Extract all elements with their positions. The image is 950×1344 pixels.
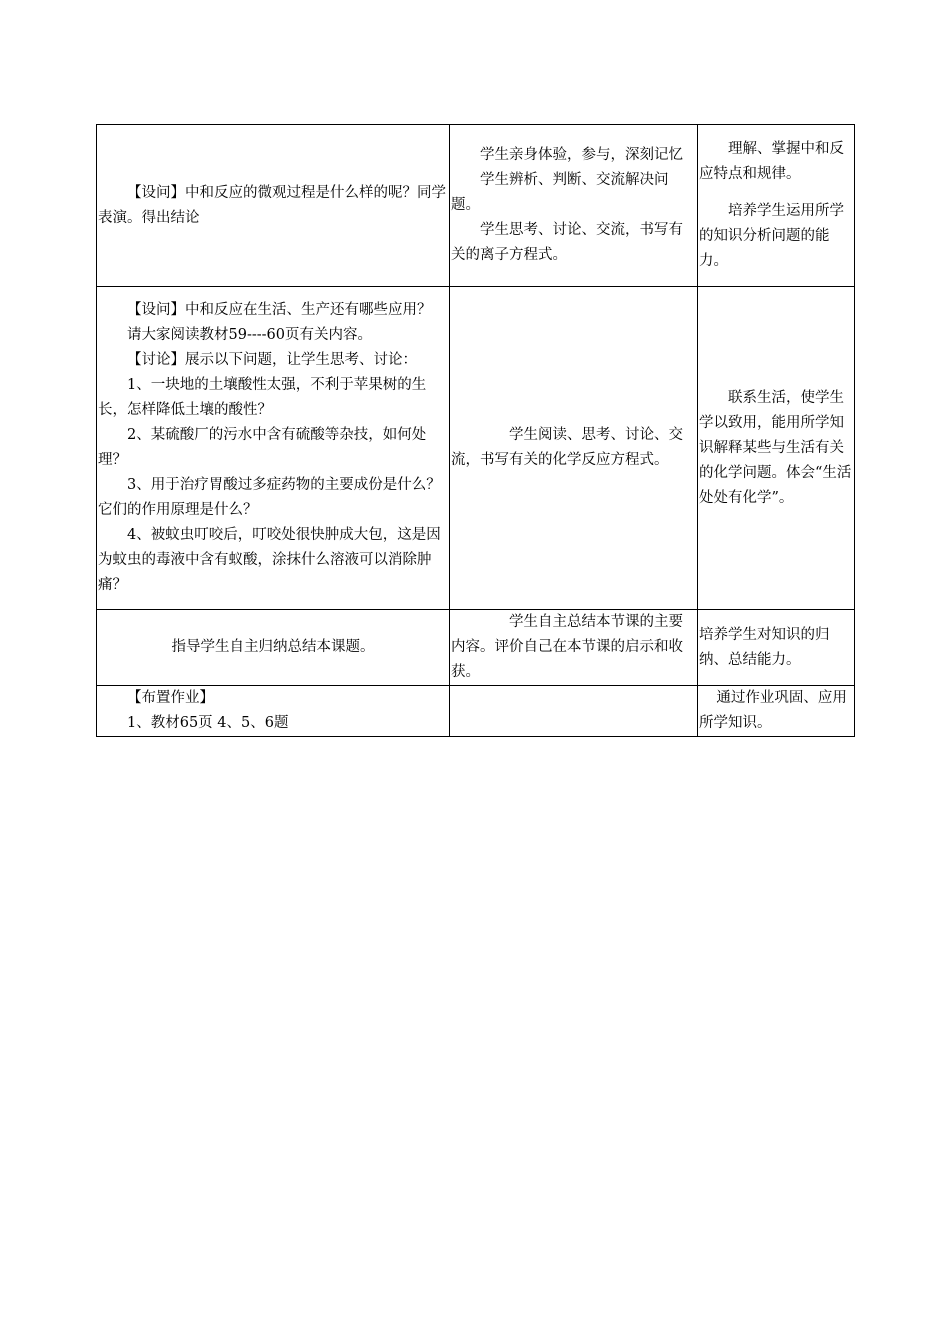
intent-text: 培养学生运用所学的知识分析问题的能力。	[699, 203, 844, 269]
intent-text: 联系生活，使学生学以致用，能用所学知识解释某些与生活有关的化学问题。体会“生活处处有化学”。	[699, 389, 852, 506]
activity-text: 请大家阅读教材59----60页有关内容。	[127, 327, 372, 343]
teacher-activity-cell	[97, 125, 450, 287]
activity-text: 3、用于治疗胃酸过多症药物的主要成份是什么？它们的作用原理是什么？	[98, 477, 441, 518]
student-text: 学生思考、讨论、交流，书写有关的离子方程式。	[451, 222, 683, 263]
teacher-activity-cell	[97, 287, 450, 610]
teacher-activity-cell	[97, 686, 450, 737]
student-text: 学生阅读、思考、讨论、交流，书写有关的化学反应方程式。	[451, 427, 683, 468]
table-row	[97, 287, 855, 610]
student-activity-cell	[450, 125, 698, 287]
table-row	[97, 686, 855, 737]
activity-text: 指导学生自主归纳总结本课题。	[171, 639, 375, 655]
activity-text: 【讨论】展示以下问题，让学生思考、讨论：	[127, 352, 417, 368]
activity-text: 1、教材65页 4、5、6题	[127, 715, 289, 731]
student-activity-cell	[450, 287, 698, 610]
activity-text: 1、一块地的土壤酸性太强，不利于苹果树的生长，怎样降低土壤的酸性？	[98, 377, 427, 418]
student-activity-cell	[450, 610, 698, 686]
design-intent-cell	[698, 610, 855, 686]
table-row	[97, 125, 855, 287]
student-text: 学生亲身体验，参与，深刻记忆	[480, 147, 683, 163]
student-text: 学生辨析、判断、交流解决问题。	[451, 172, 669, 213]
teacher-activity-cell	[97, 610, 450, 686]
activity-text: 4、被蚊虫叮咬后，叮咬处很快肿成大包，这是因为蚊虫的毒液中含有蚁酸，涂抹什么溶液可以消除肿痛？	[98, 527, 441, 593]
lesson-plan-table	[96, 124, 855, 737]
activity-text: 【设问】中和反应的微观过程是什么样的呢？同学表演。得出结论	[98, 184, 446, 226]
student-text: 学生自主总结本节课的主要内容。评价自己在本节课的启示和收获。	[451, 614, 683, 680]
intent-text: 通过作业巩固、应用所学知识。	[699, 690, 847, 731]
table-row	[97, 610, 855, 686]
design-intent-cell	[698, 287, 855, 610]
intent-text: 培养学生对知识的归纳、总结能力。	[699, 626, 830, 668]
activity-text: 【布置作业】	[127, 690, 214, 706]
student-activity-cell	[450, 686, 698, 737]
intent-text: 理解、掌握中和反应特点和规律。	[699, 141, 844, 182]
activity-text: 【设问】中和反应在生活、生产还有哪些应用？	[127, 302, 432, 318]
design-intent-cell	[698, 686, 855, 737]
activity-text: 2、某硫酸厂的污水中含有硫酸等杂技，如何处理？	[98, 427, 427, 468]
design-intent-cell	[698, 125, 855, 287]
